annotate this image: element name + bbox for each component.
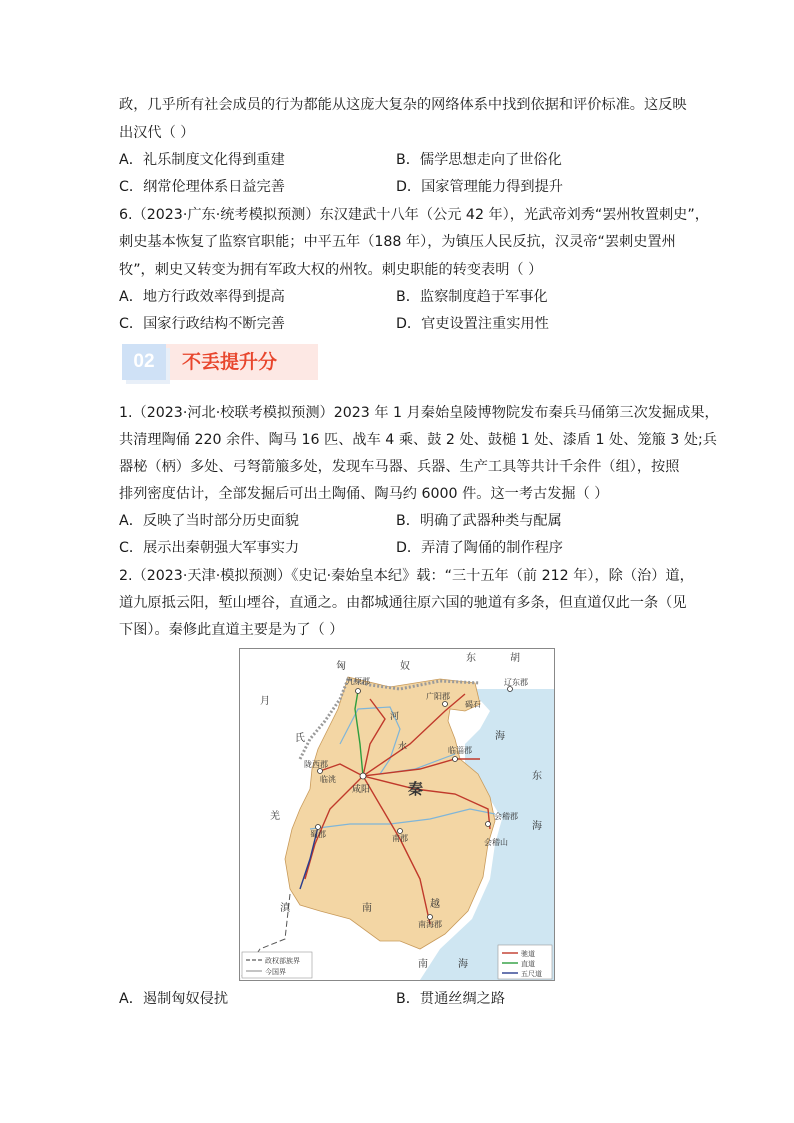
- q1-option-c[interactable]: C．展示出秦朝强大军事实力: [119, 540, 300, 556]
- q5-stem-line-1: 政，几乎所有社会成员的行为都能从这庞大复杂的网络体系中找到依据和评价标准。这反映: [119, 97, 687, 113]
- map-label-sea-1: 海: [495, 731, 505, 742]
- q1-stem-line-4: 排列密度估计，全部发掘后可出土陶俑、陶马约 6000 件。这一考古发掘（ ）: [119, 486, 609, 502]
- map-label-linzi: 临淄郡: [448, 746, 472, 755]
- q6-option-c[interactable]: C．国家行政结构不断完善: [119, 316, 285, 332]
- q6-stem-line-3: 牧”，刺史又转变为拥有军政大权的州牧。刺史职能的转变表明（ ）: [119, 262, 543, 278]
- map-label-xiongnu-2: 奴: [400, 661, 410, 672]
- q6-option-b[interactable]: B．监察制度趋于军事化: [396, 289, 548, 305]
- q6-option-d[interactable]: D．官吏设置注重实用性: [396, 316, 549, 332]
- map-label-sea-dong: 东: [532, 771, 542, 782]
- legend-wuchidao: 五尺道: [521, 970, 542, 978]
- map-label-qiang: 羌: [270, 811, 280, 822]
- legend-chidao: 驰道: [521, 950, 535, 958]
- q1-stem-line-2: 共清理陶俑 220 余件、陶马 16 匹、战车 4 乘、鼓 2 处、鼓槌 1 处、漆盾 1 处、笼箙 3 处;兵: [119, 432, 717, 448]
- map-label-nan2: 南: [362, 903, 372, 914]
- q5-option-d[interactable]: D．国家管理能力得到提升: [396, 179, 563, 195]
- map-label-jieshi: 碣石: [465, 700, 481, 709]
- qin-roads-map: [239, 648, 555, 981]
- map-label-qin: 秦: [408, 780, 424, 798]
- map-label-xiongnu-1: 匈: [336, 661, 346, 672]
- map-label-shu: 蜀郡: [310, 830, 326, 839]
- section-title: 不丢提升分: [182, 351, 278, 373]
- map-label-south-sea-1: 南: [418, 959, 428, 970]
- legend-boundary: 政权部族界: [265, 957, 300, 965]
- map-label-donghu-2: 胡: [510, 653, 520, 664]
- q2-stem-line-3: 下图）。秦修此直道主要是为了（ ）: [119, 622, 344, 638]
- q1-stem-line-1: 1.（2023·河北·校联考模拟预测）2023 年 1 月秦始皇陵博物院发布秦兵马俑第三次发掘成果，: [119, 405, 719, 421]
- map-label-south-sea-2: 海: [458, 959, 468, 970]
- q1-option-b[interactable]: B．明确了武器种类与配属: [396, 513, 562, 529]
- q2-stem-line-2: 道九原抵云阳，堑山堙谷，直通之。由都城通往原六国的驰道有多条，但直道仅此一条（见: [119, 595, 687, 611]
- legend-modern: 今国界: [265, 968, 286, 976]
- map-label-jiuyuan: 九原郡: [346, 677, 370, 686]
- q5-option-c[interactable]: C．纲常伦理体系日益完善: [119, 179, 285, 195]
- map-label-kuaijishan: 会稽山: [484, 838, 508, 847]
- map-label-river-shui: 水: [398, 742, 408, 752]
- map-label-longxi: 陇西郡: [304, 760, 328, 769]
- map-label-river-he: 河: [390, 712, 400, 722]
- legend-zhidao: 直道: [521, 960, 535, 968]
- map-label-sea-hai: 海: [532, 821, 542, 832]
- q5-option-a[interactable]: A．礼乐制度文化得到重建: [119, 152, 285, 168]
- map-label-guangyang: 广阳郡: [426, 692, 450, 701]
- map-label-donghu-1: 东: [466, 653, 476, 664]
- map-label-nanhai: 南海郡: [418, 920, 442, 929]
- q2-option-a[interactable]: A．遏制匈奴侵扰: [119, 991, 229, 1007]
- map-label-nan: 南郡: [392, 834, 408, 843]
- map-label-liaodong: 辽东郡: [504, 678, 528, 687]
- q6-option-a[interactable]: A．地方行政效率得到提高: [119, 289, 285, 305]
- map-label-yue: 越: [430, 899, 440, 910]
- q2-option-b[interactable]: B．贯通丝绸之路: [396, 991, 506, 1007]
- q6-stem-line-1: 6.（2023·广东·统考模拟预测）东汉建武十八年（公元 42 年），光武帝刘秀“罢州牧置刺史”，: [119, 207, 709, 223]
- section-header: [122, 344, 318, 380]
- q2-stem-line-1: 2.（2023·天津·模拟预测）《史记·秦始皇本纪》载：“三十五年（前 212 年），除（治）道，: [119, 568, 694, 584]
- map-label-xianyang: 咸阳: [352, 785, 371, 795]
- map-label-lintao: 临洮: [320, 775, 336, 784]
- q6-stem-line-2: 刺史基本恢复了监察官职能；中平五年（188 年），为镇压人民反抗，汉灵帝“罢刺史置州: [119, 234, 676, 250]
- map-label-yue-1: 月: [260, 696, 270, 707]
- map-label-dian: 滇: [280, 903, 290, 914]
- map-label-kuaiji: 会稽郡: [494, 812, 518, 821]
- section-number: 02: [122, 344, 166, 380]
- q5-stem-line-2: 出汉代（ ）: [119, 125, 195, 141]
- q1-stem-line-3: 器柲（柄）多处、弓弩箭箙多处，发现车马器、兵器、生产工具等共计千余件（组），按照: [119, 459, 680, 475]
- q1-option-a[interactable]: A．反映了当时部分历史面貌: [119, 513, 299, 529]
- q1-option-d[interactable]: D．弄清了陶俑的制作程序: [396, 540, 563, 556]
- q5-option-b[interactable]: B．儒学思想走向了世俗化: [396, 152, 562, 168]
- map-label-yue-2: 氏: [295, 733, 305, 744]
